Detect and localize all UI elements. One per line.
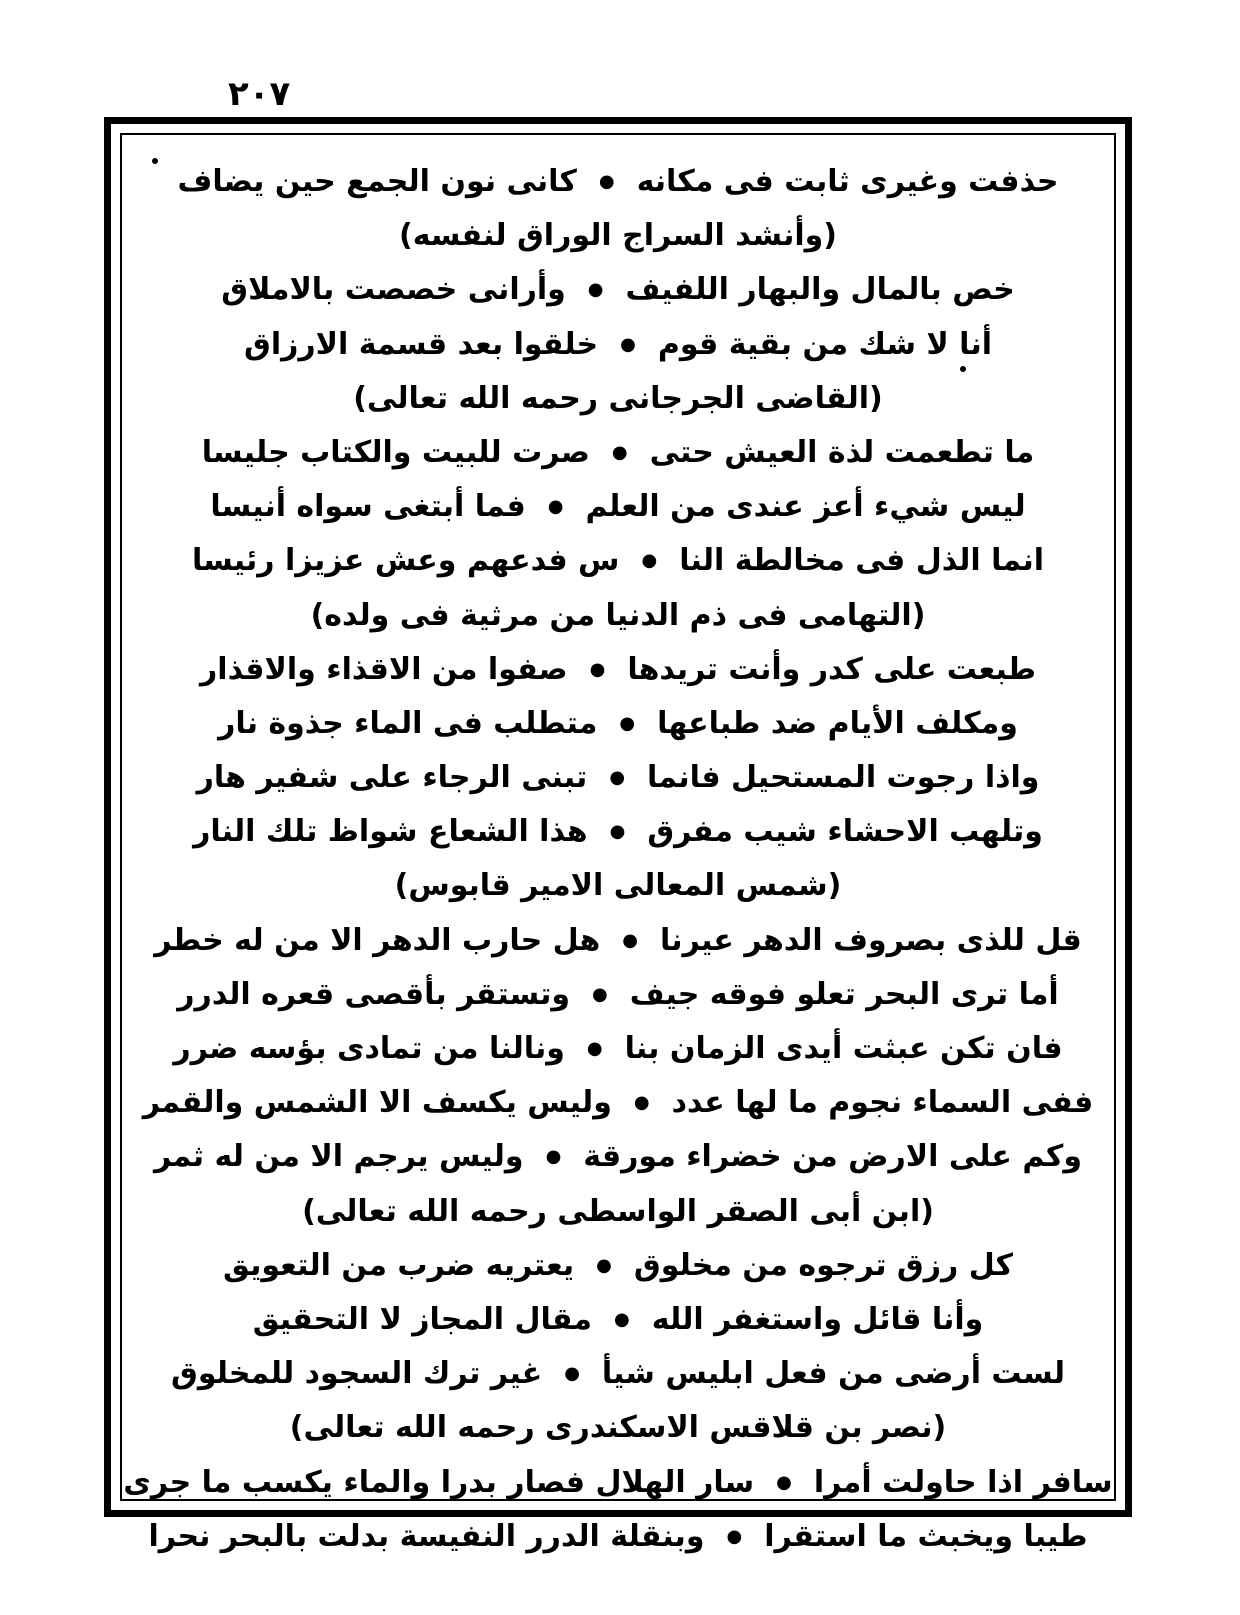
verse-second-hemistich: هذا الشعاع شواظ تلك النار: [193, 814, 588, 850]
verse-separator: ●: [611, 441, 628, 463]
verse-second-hemistich: ونالنا من تمادى بؤسه ضرر: [173, 1031, 565, 1066]
verse-separator: ●: [619, 712, 636, 734]
verse-line: [160, 643, 1076, 697]
verse-separator: ●: [547, 496, 564, 518]
verse-separator: ●: [587, 279, 604, 301]
verse-separator: ●: [776, 1471, 792, 1493]
verse-first-hemistich: طبعت على كدر وأنت تريدها: [627, 651, 1036, 687]
poet-heading: (نصر بن قلاقس الاسكندرى رحمه الله تعالى): [289, 1410, 947, 1446]
verse-separator: ●: [564, 1363, 580, 1385]
verse-first-hemistich: أنا لا شك من بقية قوم: [657, 326, 992, 362]
verse-second-hemistich: س فدعهم وعش عزيزا رئيسا: [192, 543, 620, 579]
verse-line: [160, 426, 1076, 480]
verse-second-hemistich: وتستقر بأقصى قعره الدرر: [177, 976, 571, 1012]
verse-first-hemistich: سافر اذا حاولت أمرا: [813, 1464, 1113, 1500]
verse-first-hemistich: انما الذل فى مخالطة النا: [679, 543, 1044, 579]
verse-line: [154, 1130, 1082, 1184]
verse-first-hemistich: لست أرضى من فعل ابليس شيأ: [601, 1356, 1065, 1392]
verse-separator: ●: [620, 333, 636, 355]
verse-second-hemistich: كانى نون الجمع حين يضاف: [177, 164, 577, 199]
verse-separator: ●: [641, 550, 658, 572]
poet-heading: (التهامى فى ذم الدنيا من مرثية فى ولده): [310, 597, 926, 633]
verse-separator: ●: [586, 1038, 603, 1059]
verse-line: [142, 1076, 1094, 1130]
verse-line: [160, 805, 1076, 859]
page-number: ٢٠٧: [228, 74, 291, 114]
verse-second-hemistich: صفوا من الاقذاء والاقذار: [200, 651, 568, 687]
verse-second-hemistich: هل حارب الدهر الا من له خطر: [154, 922, 601, 958]
verse-line: [160, 1022, 1076, 1076]
verse-line: [123, 1456, 1113, 1510]
verse-second-hemistich: وأرانى خصصت بالاملاق: [221, 272, 566, 308]
verse-line: [160, 697, 1076, 751]
verse-second-hemistich: صرت للبيت والكتاب جليسا: [201, 434, 590, 470]
verse-separator: ●: [596, 1254, 612, 1276]
verse-second-hemistich: وبنقلة الدرر النفيسة بدلت بالبحر نحرا: [148, 1518, 705, 1554]
verse-first-hemistich: وأنا قائل واستغفر الله: [651, 1301, 984, 1337]
poet-heading: (وأنشد السراج الوراق لنفسه): [398, 218, 837, 254]
verse-first-hemistich: حذفت وغيرى ثابت فى مكانه: [636, 164, 1059, 199]
poet-heading: (القاضى الجرجانى رحمه الله تعالى): [353, 380, 883, 416]
verse-second-hemistich: مقال المجاز لا التحقيق: [252, 1301, 592, 1337]
verse-first-hemistich: كل رزق ترجوه من مخلوق: [633, 1247, 1013, 1283]
verse-first-hemistich: وكم على الارض من خضراء مورقة: [583, 1139, 1082, 1175]
verse-second-hemistich: يعتريه ضرب من التعويق: [223, 1247, 575, 1283]
verse-line: [160, 1239, 1076, 1293]
verse-line: [148, 1510, 1088, 1564]
verse-line: [160, 968, 1076, 1022]
verse-separator: ●: [633, 1092, 650, 1114]
verse-line: [160, 534, 1076, 588]
verse-first-hemistich: قل للذى بصروف الدهر عيرنا: [659, 922, 1082, 958]
verse-separator: ●: [613, 1308, 630, 1330]
verse-line: [160, 155, 1076, 209]
verse-first-hemistich: ما تطعمت لذة العيش حتى: [649, 434, 1035, 470]
verse-second-hemistich: متطلب فى الماء جذوة نار: [218, 705, 598, 741]
verse-line: [160, 480, 1076, 534]
verse-first-hemistich: خص بالمال والبهار اللفيف: [625, 272, 1015, 308]
verse-line: [160, 751, 1076, 805]
verse-separator: ●: [545, 1146, 562, 1168]
verse-second-hemistich: غير ترك السجود للمخلوق: [171, 1356, 543, 1392]
verse-second-hemistich: وليس يكسف الا الشمس والقمر: [142, 1085, 612, 1121]
verse-first-hemistich: ومكلف الأيام ضد طباعها: [657, 705, 1018, 741]
poet-heading: (ابن أبى الصقر الواسطى رحمه الله تعالى): [302, 1193, 934, 1229]
verse-separator: ●: [609, 821, 626, 843]
verse-line: [160, 1293, 1076, 1347]
verse-line: [160, 318, 1076, 372]
poet-heading: (شمس المعالى الامير قابوس): [394, 868, 842, 904]
verse-separator: ●: [622, 929, 638, 951]
verse-separator: ●: [726, 1525, 743, 1547]
verse-separator: ●: [609, 767, 626, 789]
page-frame-inner: [120, 133, 1116, 1554]
verse-first-hemistich: طيبا ويخبث ما استقرا: [764, 1518, 1088, 1554]
verse-separator: ●: [598, 171, 615, 192]
verse-first-hemistich: فان تكن عبثت أيدى الزمان بنا: [624, 1031, 1063, 1066]
verse-second-hemistich: وليس يرجم الا من له ثمر: [154, 1139, 524, 1175]
verse-second-hemistich: خلقوا بعد قسمة الارزاق: [244, 326, 599, 362]
verse-line: [154, 914, 1082, 968]
verse-line: [160, 263, 1076, 317]
verse-separator: ●: [589, 658, 606, 680]
verse-line: [160, 1347, 1076, 1401]
verse-first-hemistich: ليس شيء أعز عندى من العلم: [585, 489, 1026, 525]
verse-first-hemistich: واذا رجوت المستحيل فانما: [647, 760, 1040, 796]
verse-first-hemistich: أما ترى البحر تعلو فوقه جيف: [629, 976, 1059, 1012]
verse-second-hemistich: فما أبتغى سواه أنيسا: [210, 489, 526, 525]
text-body: [123, 155, 1113, 1554]
verse-separator: ●: [592, 983, 608, 1005]
verse-second-hemistich: سار الهلال فصار بدرا والماء يكسب ما جرى: [123, 1464, 755, 1500]
page-frame: [104, 117, 1132, 1554]
verse-second-hemistich: تبنى الرجاء على شفير هار: [196, 760, 588, 796]
verse-first-hemistich: ففى السماء نجوم ما لها عدد: [671, 1085, 1094, 1121]
verse-first-hemistich: وتلهب الاحشاء شيب مفرق: [647, 814, 1043, 850]
